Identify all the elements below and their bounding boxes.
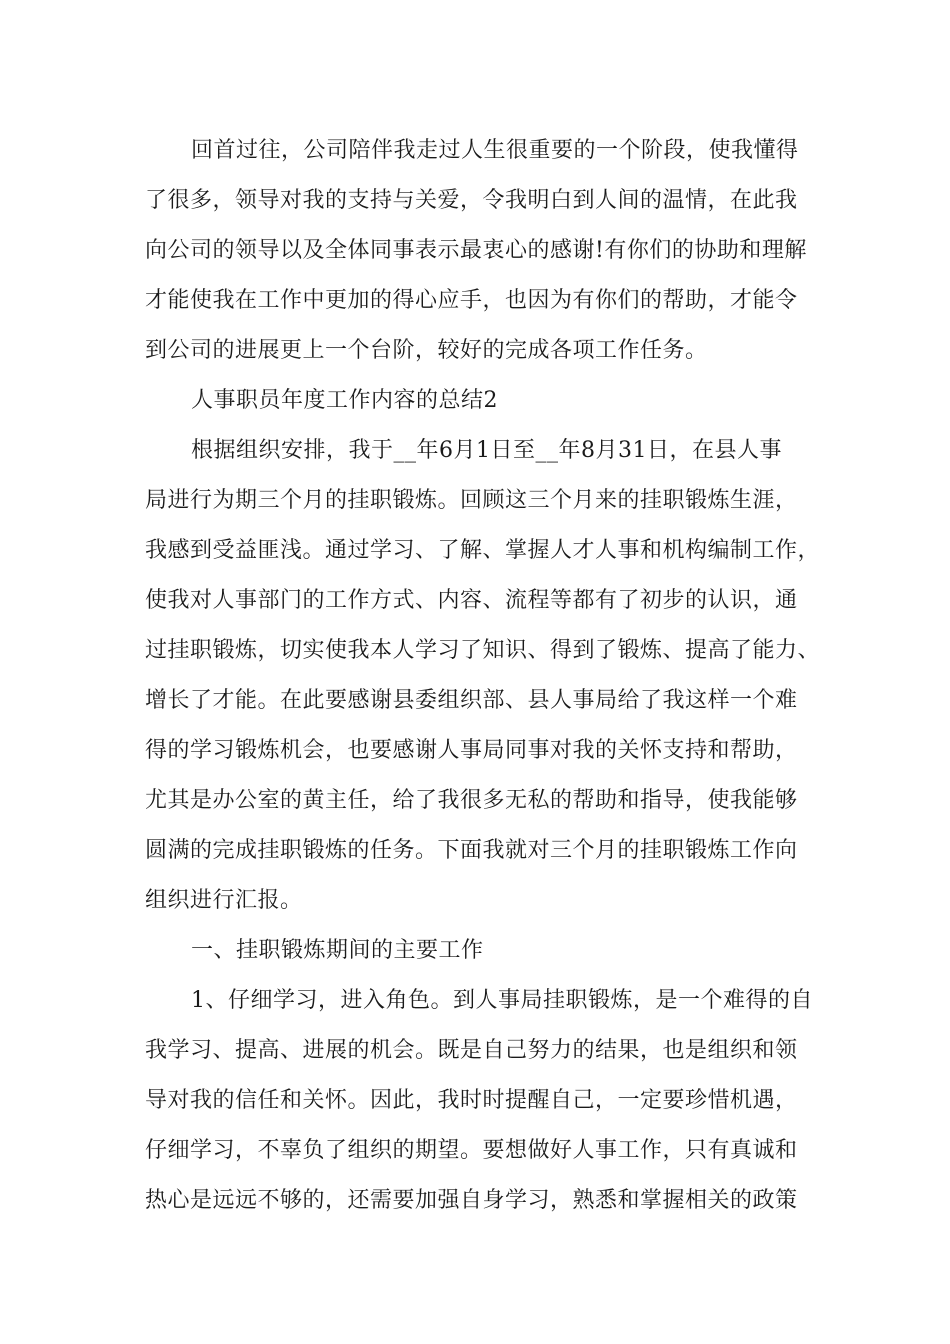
paragraph-line: 导对我的信任和关怀。因此，我时时提醒自己，一定要珍惜机遇， [145,1088,798,1113]
paragraph-line: 回首过往，公司陪伴我走过人生很重要的一个阶段，使我懂得 [191,138,799,163]
paragraph-line: 向公司的领导以及全体同事表示最衷心的感谢!有你们的协助和理解 [145,238,807,263]
paragraph-line: 组织进行汇报。 [145,888,303,913]
paragraph-line: 圆满的完成挂职锻炼的任务。下面我就对三个月的挂职锻炼工作向 [145,838,798,863]
paragraph-line: 增长了才能。在此要感谢县委组织部、县人事局给了我这样一个难 [145,688,798,713]
paragraph-line: 根据组织安排，我于__年6月1日至__年8月31日，在县人事 [191,438,782,463]
paragraph-line: 仔细学习，不辜负了组织的期望。要想做好人事工作，只有真诚和 [145,1138,798,1163]
paragraph-line: 热心是远远不够的，还需要加强自身学习，熟悉和掌握相关的政策 [145,1188,798,1213]
paragraph-line: 1、仔细学习，进入角色。到人事局挂职锻炼，是一个难得的自 [191,988,813,1013]
paragraph-line: 我学习、提高、进展的机会。既是自己努力的结果，也是组织和领 [145,1038,798,1063]
paragraph-line: 局进行为期三个月的挂职锻炼。回顾这三个月来的挂职锻炼生涯， [145,488,798,513]
paragraph-line: 才能使我在工作中更加的得心应手，也因为有你们的帮助，才能令 [145,288,798,313]
subsection-heading: 一、挂职锻炼期间的主要工作 [191,938,484,963]
paragraph-line: 使我对人事部门的工作方式、内容、流程等都有了初步的认识，通 [145,588,798,613]
paragraph-line: 尤其是办公室的黄主任，给了我很多无私的帮助和指导，使我能够 [145,788,798,813]
paragraph-line: 到公司的进展更上一个台阶，较好的完成各项工作任务。 [145,338,708,363]
section-heading: 人事职员年度工作内容的总结2 [191,388,498,413]
paragraph-line: 过挂职锻炼，切实使我本人学习了知识、得到了锻炼、提高了能力、 [145,638,821,663]
paragraph-line: 了很多，领导对我的支持与关爱，令我明白到人间的温情，在此我 [145,188,798,213]
paragraph-line: 我感到受益匪浅。通过学习、了解、掌握人才人事和机构编制工作， [145,538,821,563]
paragraph-line: 得的学习锻炼机会，也要感谢人事局同事对我的关怀支持和帮助， [145,738,798,763]
